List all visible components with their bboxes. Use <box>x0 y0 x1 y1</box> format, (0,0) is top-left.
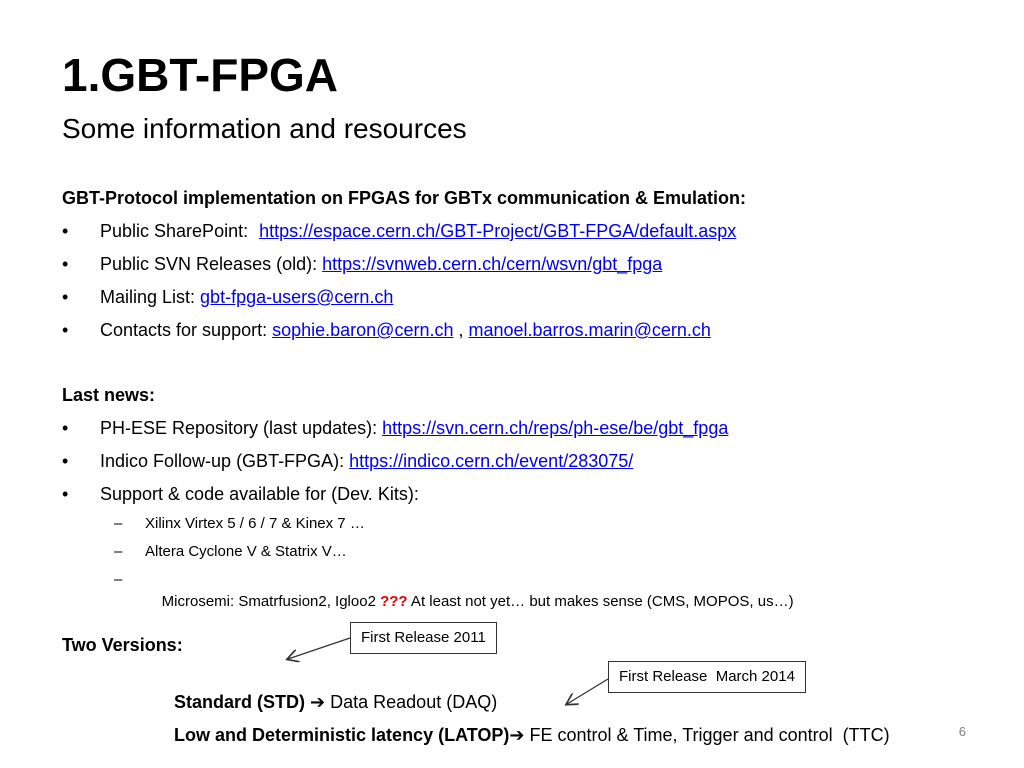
dash-icon: – <box>114 543 123 560</box>
sub-item-text: Microsemi: Smatrfusion2, Igloo2 <box>161 593 381 610</box>
dash-icon: – <box>114 571 123 588</box>
bullet-icon: • <box>62 320 69 340</box>
sub-item-text: Altera Cyclone V & Statrix V… <box>145 543 347 560</box>
contacts-label: Contacts for support: <box>100 320 273 340</box>
indico-label: Indico Follow-up (GBT-FPGA): <box>100 451 350 471</box>
contacts-separator: , <box>453 320 469 340</box>
bullet-icon: • <box>62 484 69 504</box>
slide-title: 1.GBT-FPGA <box>62 49 339 101</box>
latop-label: Low and Deterministic latency (LATOP) <box>174 725 510 745</box>
svn-releases-label: Public SVN Releases (old): <box>100 254 323 274</box>
svn-releases-link[interactable]: https://svnweb.cern.ch/cern/wsvn/gbt_fpga <box>322 254 663 274</box>
arrow-right-icon: ➔ <box>509 725 525 745</box>
std-label: Standard (STD) <box>174 692 311 712</box>
bullet-icon: • <box>62 221 69 241</box>
callout-arrow-latop <box>567 679 608 704</box>
dash-icon: – <box>114 515 123 532</box>
section3-heading: Two Versions: <box>62 635 183 655</box>
bullet-icon: • <box>62 287 69 307</box>
bullet-icon: • <box>62 451 69 471</box>
indico-link[interactable]: https://indico.cern.ch/event/283075/ <box>349 451 634 471</box>
sharepoint-label: Public SharePoint: <box>100 221 254 241</box>
section2-heading: Last news: <box>62 385 156 405</box>
std-value: Data Readout (DAQ) <box>325 692 498 712</box>
section1-heading: GBT-Protocol implementation on FPGAS for GBTx communication & Emulation: <box>62 188 747 208</box>
callout-arrow-std <box>288 638 350 659</box>
repository-link[interactable]: https://svn.cern.ch/reps/ph-ese/be/gbt_fpga <box>382 418 729 438</box>
sub-item-text: Xilinx Virtex 5 / 6 / 7 & Kinex 7 … <box>145 515 365 532</box>
sharepoint-link[interactable]: https://espace.cern.ch/GBT-Project/GBT-FPGA/default.aspx <box>259 221 737 241</box>
slide-subtitle: Some information and resources <box>62 113 467 144</box>
contact-link-barros[interactable]: manoel.barros.marin@cern.ch <box>468 320 711 340</box>
sub-item-text-tail: At least not yet… but makes sense (CMS, MOPOS, us…) <box>407 593 794 610</box>
mailing-list-label: Mailing List: <box>100 287 201 307</box>
callout-first-release-2014: First Release March 2014 <box>608 661 806 693</box>
bullet-icon: • <box>62 254 69 274</box>
mailing-list-link[interactable]: gbt-fpga-users@cern.ch <box>200 287 394 307</box>
page-number: 6 <box>958 724 966 739</box>
callout-first-release-2011: First Release 2011 <box>350 622 497 654</box>
contact-link-baron[interactable]: sophie.baron@cern.ch <box>272 320 454 340</box>
bullet-icon: • <box>62 418 69 438</box>
arrow-right-icon: ➔ <box>310 692 326 712</box>
support-label: Support & code available for (Dev. Kits): <box>100 484 419 504</box>
question-marks: ??? <box>380 593 408 610</box>
repository-label: PH-ESE Repository (last updates): <box>100 418 383 438</box>
latop-value: FE control & Time, Trigger and control (TTC) <box>524 725 890 745</box>
